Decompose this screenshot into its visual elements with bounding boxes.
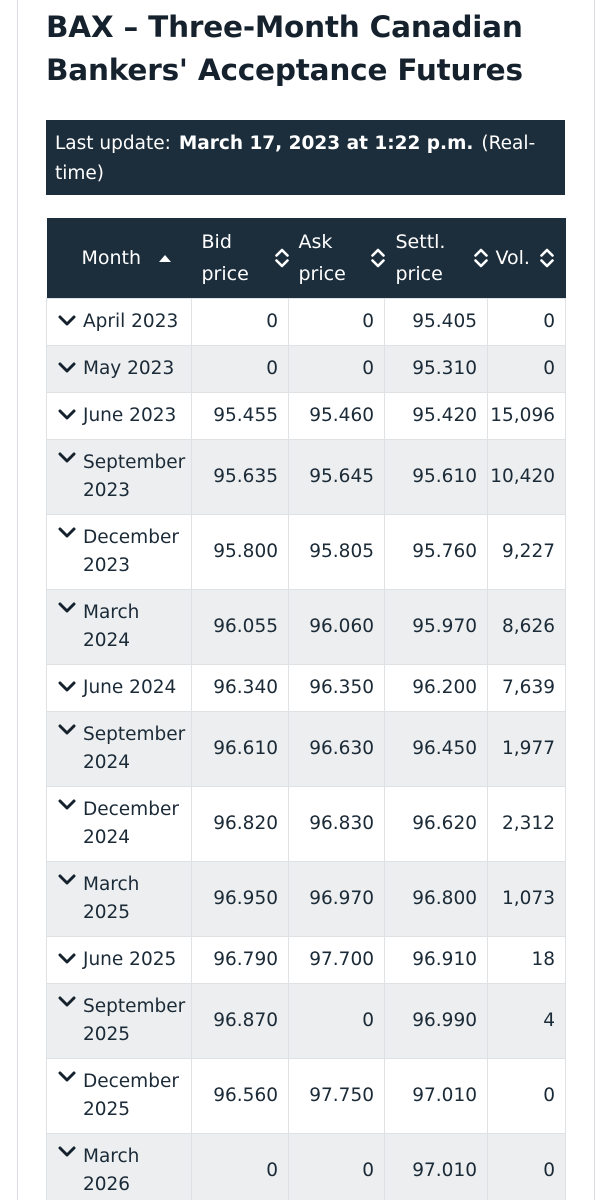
ask-price-cell: 0 xyxy=(289,345,385,392)
volume-cell: 0 xyxy=(488,298,566,345)
bid-price-cell: 96.820 xyxy=(192,786,289,861)
volume-cell: 10,420 xyxy=(488,439,566,514)
table-row[interactable] xyxy=(47,786,566,861)
month-label: September 2024 xyxy=(83,723,186,773)
ask-price-cell: 95.460 xyxy=(289,392,385,439)
chevron-down-icon[interactable] xyxy=(58,1146,76,1158)
table-header-row xyxy=(47,218,566,298)
month-label: December 2024 xyxy=(83,798,179,848)
month-cell[interactable] xyxy=(47,298,192,345)
ask-price-cell: 0 xyxy=(289,1133,385,1200)
futures-table xyxy=(46,218,566,1200)
column-header-settl[interactable] xyxy=(385,218,488,298)
table-row[interactable] xyxy=(47,936,566,983)
table-row[interactable] xyxy=(47,1058,566,1133)
column-header-vol[interactable] xyxy=(488,218,566,298)
month-cell[interactable] xyxy=(47,1058,192,1133)
ask-price-cell: 97.750 xyxy=(289,1058,385,1133)
table-row[interactable] xyxy=(47,345,566,392)
month-cell[interactable] xyxy=(47,589,192,664)
chevron-down-icon[interactable] xyxy=(58,602,76,614)
volume-cell: 15,096 xyxy=(488,392,566,439)
last-update-timestamp: March 17, 2023 at 1:22 p.m. xyxy=(178,133,474,154)
chevron-down-icon[interactable] xyxy=(58,953,76,965)
bid-price-cell: 0 xyxy=(192,298,289,345)
ask-price-cell: 97.700 xyxy=(289,936,385,983)
bid-price-cell: 95.455 xyxy=(192,392,289,439)
sort-ascending-icon[interactable] xyxy=(158,253,172,263)
volume-cell: 9,227 xyxy=(488,514,566,589)
ask-price-cell: 96.830 xyxy=(289,786,385,861)
update-mode: (Real-time) xyxy=(55,133,536,184)
table-row[interactable] xyxy=(47,298,566,345)
settlement-price-cell: 96.200 xyxy=(385,664,488,711)
ask-price-cell: 95.805 xyxy=(289,514,385,589)
month-cell[interactable] xyxy=(47,664,192,711)
table-row[interactable] xyxy=(47,711,566,786)
sort-both-icon[interactable] xyxy=(540,247,554,269)
volume-cell: 0 xyxy=(488,1133,566,1200)
month-cell[interactable] xyxy=(47,711,192,786)
bid-price-cell: 96.870 xyxy=(192,983,289,1058)
chevron-down-icon[interactable] xyxy=(58,874,76,886)
column-label-vol: Vol. xyxy=(495,246,530,269)
settlement-price-cell: 97.010 xyxy=(385,1133,488,1200)
month-label: December 2023 xyxy=(83,526,179,576)
month-label: December 2025 xyxy=(83,1070,179,1120)
month-label: June 2023 xyxy=(83,404,177,426)
table-row[interactable] xyxy=(47,439,566,514)
last-update-label: Last update: xyxy=(55,133,171,154)
bid-price-cell: 96.340 xyxy=(192,664,289,711)
month-label: September 2023 xyxy=(83,451,186,501)
month-label: March 2026 xyxy=(83,1145,140,1195)
settlement-price-cell: 95.970 xyxy=(385,589,488,664)
table-row[interactable] xyxy=(47,664,566,711)
chevron-down-icon[interactable] xyxy=(58,527,76,539)
month-label: March 2024 xyxy=(83,601,140,651)
chevron-down-icon[interactable] xyxy=(58,1071,76,1083)
bid-price-cell: 95.800 xyxy=(192,514,289,589)
chevron-down-icon[interactable] xyxy=(58,996,76,1008)
settlement-price-cell: 95.405 xyxy=(385,298,488,345)
column-label-month: Month xyxy=(81,246,142,269)
column-label-bid: Bid price xyxy=(201,230,249,285)
table-row[interactable] xyxy=(47,983,566,1058)
volume-cell: 0 xyxy=(488,1058,566,1133)
bid-price-cell: 96.950 xyxy=(192,861,289,936)
month-label: May 2023 xyxy=(83,357,175,379)
page-right-border xyxy=(594,0,595,1200)
column-header-month[interactable] xyxy=(47,218,192,298)
bid-price-cell: 95.635 xyxy=(192,439,289,514)
settlement-price-cell: 96.450 xyxy=(385,711,488,786)
chevron-down-icon[interactable] xyxy=(58,409,76,421)
month-cell[interactable] xyxy=(47,392,192,439)
volume-cell: 0 xyxy=(488,345,566,392)
ask-price-cell: 96.060 xyxy=(289,589,385,664)
settlement-price-cell: 96.990 xyxy=(385,983,488,1058)
volume-cell: 1,977 xyxy=(488,711,566,786)
page-left-border xyxy=(17,0,18,1200)
settlement-price-cell: 96.800 xyxy=(385,861,488,936)
month-cell[interactable] xyxy=(47,345,192,392)
settlement-price-cell: 97.010 xyxy=(385,1058,488,1133)
month-cell[interactable] xyxy=(47,786,192,861)
chevron-down-icon[interactable] xyxy=(58,315,76,327)
column-header-bid[interactable] xyxy=(192,218,289,298)
month-cell[interactable] xyxy=(47,861,192,936)
month-label: June 2025 xyxy=(83,948,177,970)
column-header-ask[interactable] xyxy=(289,218,385,298)
settlement-price-cell: 96.910 xyxy=(385,936,488,983)
volume-cell: 18 xyxy=(488,936,566,983)
ask-price-cell: 95.645 xyxy=(289,439,385,514)
month-cell[interactable] xyxy=(47,1133,192,1200)
bid-price-cell: 96.790 xyxy=(192,936,289,983)
settlement-price-cell: 95.760 xyxy=(385,514,488,589)
ask-price-cell: 0 xyxy=(289,298,385,345)
ask-price-cell: 96.630 xyxy=(289,711,385,786)
month-label: September 2025 xyxy=(83,995,186,1045)
month-cell[interactable] xyxy=(47,439,192,514)
bid-price-cell: 96.055 xyxy=(192,589,289,664)
table-row[interactable] xyxy=(47,861,566,936)
sort-both-icon[interactable] xyxy=(275,247,289,269)
month-label: April 2023 xyxy=(83,310,179,332)
table-row[interactable] xyxy=(47,514,566,589)
month-cell[interactable] xyxy=(47,514,192,589)
ask-price-cell: 96.970 xyxy=(289,861,385,936)
table-row[interactable] xyxy=(47,392,566,439)
settlement-price-cell: 95.420 xyxy=(385,392,488,439)
bid-price-cell: 96.560 xyxy=(192,1058,289,1133)
settlement-price-cell: 95.610 xyxy=(385,439,488,514)
bid-price-cell: 0 xyxy=(192,345,289,392)
volume-cell: 2,312 xyxy=(488,786,566,861)
ask-price-cell: 96.350 xyxy=(289,664,385,711)
chevron-down-icon[interactable] xyxy=(58,681,76,693)
page-title: BAX – Three-Month Canadian Bankers' Acceptance Futures xyxy=(46,10,523,87)
settlement-price-cell: 96.620 xyxy=(385,786,488,861)
volume-cell: 1,073 xyxy=(488,861,566,936)
month-cell[interactable] xyxy=(47,936,192,983)
column-label-settl: Settl. price xyxy=(395,230,446,285)
ask-price-cell: 0 xyxy=(289,983,385,1058)
last-update-banner xyxy=(46,120,565,195)
table-row[interactable] xyxy=(47,1133,566,1200)
chevron-down-icon[interactable] xyxy=(58,724,76,736)
settlement-price-cell: 95.310 xyxy=(385,345,488,392)
chevron-down-icon[interactable] xyxy=(58,362,76,374)
chevron-down-icon[interactable] xyxy=(58,799,76,811)
month-label: March 2025 xyxy=(83,873,140,923)
sort-both-icon[interactable] xyxy=(474,247,488,269)
chevron-down-icon[interactable] xyxy=(58,452,76,464)
month-label: June 2024 xyxy=(83,676,177,698)
volume-cell: 7,639 xyxy=(488,664,566,711)
month-cell[interactable] xyxy=(47,983,192,1058)
bid-price-cell: 96.610 xyxy=(192,711,289,786)
sort-both-icon[interactable] xyxy=(371,247,385,269)
volume-cell: 8,626 xyxy=(488,589,566,664)
bid-price-cell: 0 xyxy=(192,1133,289,1200)
volume-cell: 4 xyxy=(488,983,566,1058)
table-row[interactable] xyxy=(47,589,566,664)
column-label-ask: Ask price xyxy=(298,230,346,285)
